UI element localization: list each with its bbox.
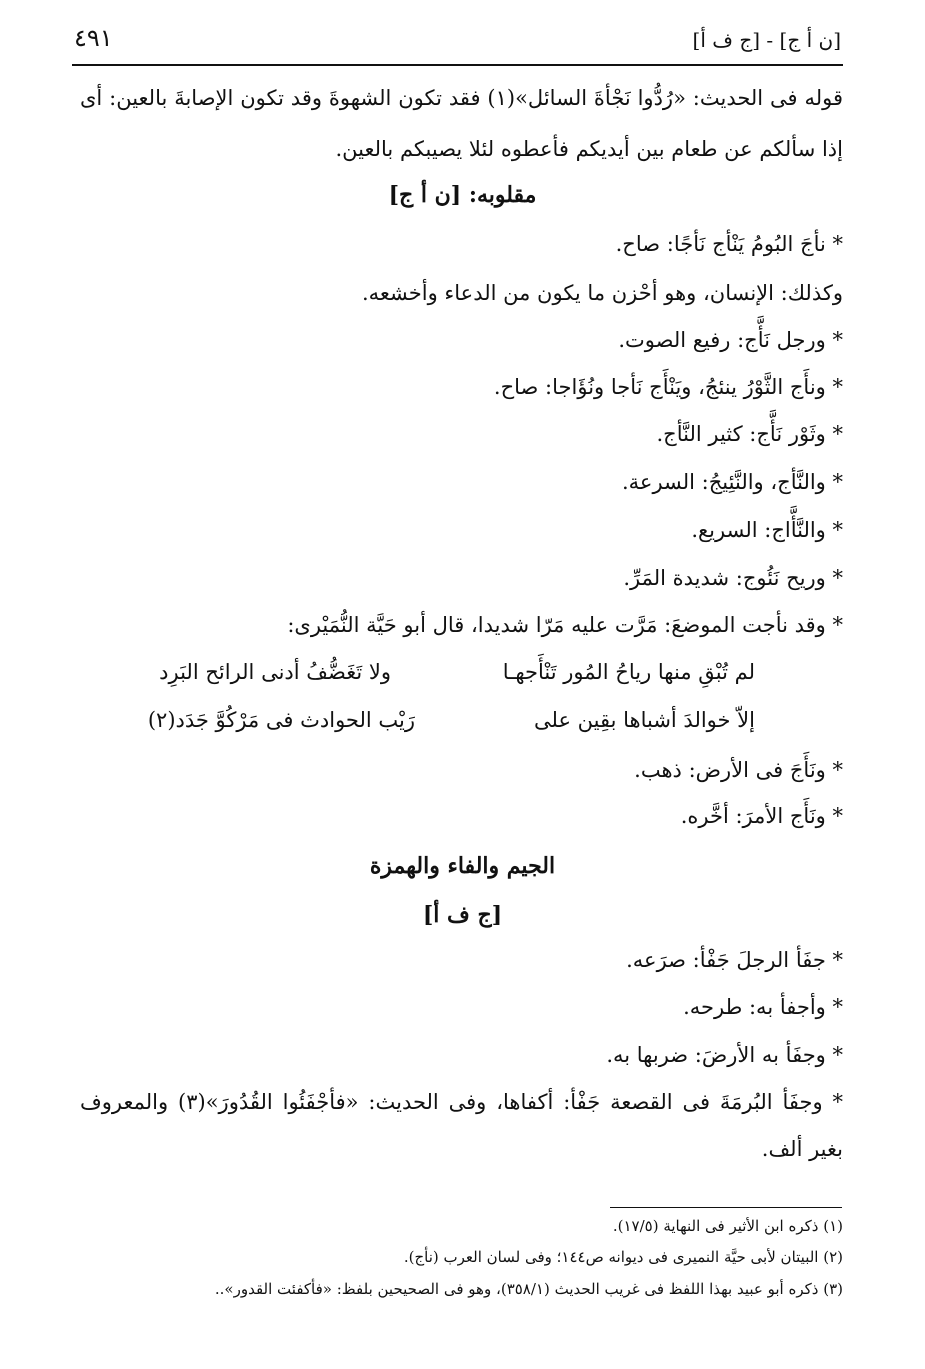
verse-1-hemistich-left: ولا تَغَضُّفُ أدنى الرائح البَرِد bbox=[159, 660, 391, 684]
entry-jfa-2: * وأجفأ به: طرحه. bbox=[683, 995, 843, 1019]
entry-8: * وريح نَئُوج: شديدة المَرِّ. bbox=[623, 566, 843, 590]
page-number: ٤٩١ bbox=[74, 24, 113, 52]
entry-1: * نأجَ البُومُ يَنْأج نَأجًا: صاح. bbox=[615, 232, 843, 256]
section-heading-jim-fa-hamza: الجيم والفاء والهمزة bbox=[369, 853, 556, 879]
entry-3: * ورجل نَأَّج: رفيع الصوت. bbox=[618, 328, 843, 352]
footnote-3: (٣) ذكره أبو عبيد بهذا اللفظ فى غريب الحديث (٣٥٨/١)، وهو فى الصحيحين بلفظ: «فأكفئت القدور».. bbox=[214, 1280, 843, 1298]
entry-jfa-1: * جفَأ الرجلَ جَفْأ: صرَعه. bbox=[626, 948, 843, 972]
header-root-range: [ن أ ج] - [ج ف أ] bbox=[692, 28, 841, 52]
entry-jfa-4-line-1: * وجفَأ البُرمَةَ فى القصعة جَفْأ: أكفاها، وفى الحديث: «فأجْفَئُوا القُدُورَ»(٣) والمعروف bbox=[80, 1090, 844, 1114]
entry-6: * والنَّأج، والنَّئِيجُ: السرعة. bbox=[621, 470, 843, 494]
verse-2-hemistich-right: إلاّ خوالدَ أشباها بقِين على bbox=[533, 708, 755, 732]
entry-jfa-3: * وجفَأ به الأرضَ: ضربها به. bbox=[606, 1043, 843, 1067]
entry-jfa-4-line-2: بغير ألف. bbox=[761, 1137, 843, 1161]
entry-7: * والنَّأَّاج: السريع. bbox=[691, 518, 843, 542]
entry-9: * وقد نأجت الموضعَ: مَرَّت عليه مَرّا شديدا، قال أبو حَيَّة النُّمَيْرى: bbox=[287, 613, 843, 637]
root-heading-jfa: [ج ف أ] bbox=[422, 902, 503, 928]
entry-5: * وثَوْر نَأَّج: كثير النَّأج. bbox=[656, 422, 843, 446]
header-divider bbox=[72, 64, 843, 66]
section-heading-maqlub: مقلوبه: [ن أ ج] bbox=[388, 182, 537, 208]
intro-line-2: إذا سألكم عن طعام بين أيديكم فأعطوه لئلا يصيبكم بالعين. bbox=[335, 137, 843, 161]
footnote-1: (١) ذكره ابن الأثير فى النهاية (١٧/٥). bbox=[612, 1217, 843, 1235]
entry-10: * ونَأَجَ فى الأرض: ذهب. bbox=[634, 758, 843, 782]
entry-4: * ونأَج الثَّوْرُ ينئجُ، ويَنْأَج نَأجا ونُؤَاجا: صاح. bbox=[493, 375, 843, 399]
footnote-divider bbox=[610, 1207, 842, 1208]
verse-1-hemistich-right: لم تُبْقِ منها رياحُ المُور تَنْأَجهـا bbox=[502, 660, 755, 684]
entry-11: * ونَأَج الأمرَ: أخَّره. bbox=[680, 804, 843, 828]
entry-2: وكذلك: الإنسان، وهو أحْزن ما يكون من الدعاء وأخشعه. bbox=[361, 281, 843, 305]
verse-2-hemistich-left: رَيْب الحوادث فى مَرْكُوَّ جَدَد(٢) bbox=[147, 708, 415, 732]
intro-line-1: قوله فى الحديث: «رُدُّوا نَجْأةَ السائل»(١) فقد تكون الشهوةَ وقد تكون الإصابةَ بالعين: أى bbox=[80, 86, 843, 110]
footnote-2: (٢) البيتان لأبى حيَّة النميرى فى ديوانه ص١٤٤؛ وفى لسان العرب (نأج). bbox=[403, 1248, 843, 1266]
